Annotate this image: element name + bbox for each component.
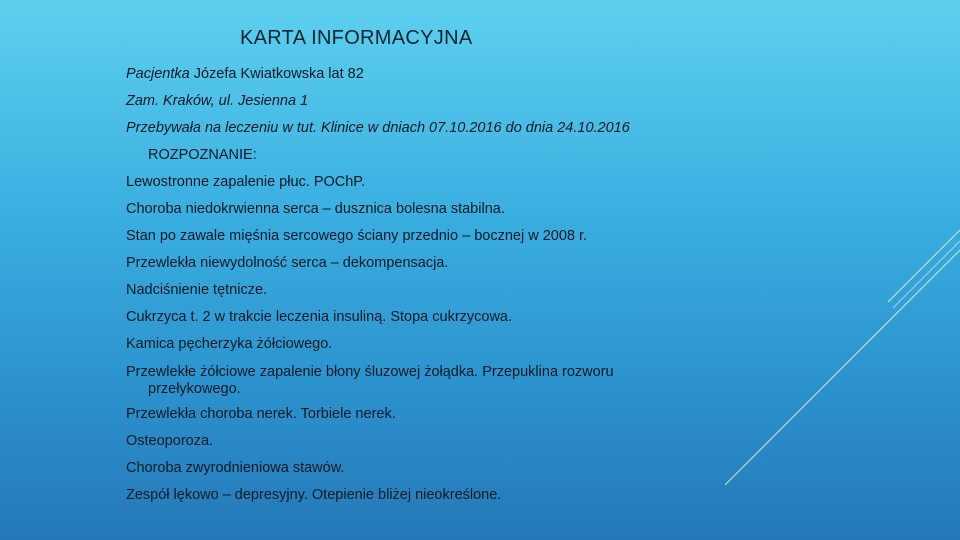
slide-title: KARTA INFORMACYJNA — [240, 27, 473, 49]
diagnosis-item: Kamica pęcherzyka żółciowego. — [126, 336, 333, 352]
diagnosis-item-wrapped — [126, 364, 726, 398]
diagnosis-item: Zespół lękowo – depresyjny. Otepienie bliżej nieokreślone. — [126, 487, 502, 503]
stay-dates: Przebywała na leczeniu w tut. Klinice w dniach 07.10.2016 do dnia 24.10.2016 — [126, 120, 630, 136]
patient-line — [126, 66, 364, 83]
diagnosis-item: Choroba zwyrodnieniowa stawów. — [126, 460, 345, 476]
diagnosis-item: Przewlekła niewydolność serca – dekompensacja. — [126, 255, 449, 271]
diagnosis-item: Choroba niedokrwienna serca – dusznica bolesna stabilna. — [126, 201, 505, 217]
diagnosis-item-continuation: przełykowego. — [148, 381, 241, 397]
deco-line-1 — [725, 250, 960, 485]
diagnosis-item: Cukrzyca t. 2 w trakcie leczenia insuliną. Stopa cukrzycowa. — [126, 309, 513, 325]
deco-line-3 — [893, 241, 960, 308]
diagnosis-item: Nadciśnienie tętnicze. — [126, 282, 268, 298]
diagnosis-item: Stan po zawale mięśnia sercowego ściany przednio – bocznej w 2008 r. — [126, 228, 588, 244]
diagnosis-item: Lewostronne zapalenie płuc. POChP. — [126, 174, 366, 190]
patient-name: Józefa Kwiatkowska lat 82 — [193, 66, 364, 82]
diagnosis-item: Przewlekła choroba nerek. Torbiele nerek. — [126, 406, 396, 422]
deco-line-2 — [888, 230, 960, 302]
diagnosis-item: Osteoporoza. — [126, 433, 214, 449]
diagnosis-header: ROZPOZNANIE: — [148, 147, 257, 163]
patient-label: Pacjentka — [126, 66, 190, 82]
patient-address: Zam. Kraków, ul. Jesienna 1 — [126, 93, 309, 109]
diagnosis-item: Przewlekłe żółciowe zapalenie błony śluzowej żołądka. Przepuklina rozworu — [126, 364, 614, 380]
